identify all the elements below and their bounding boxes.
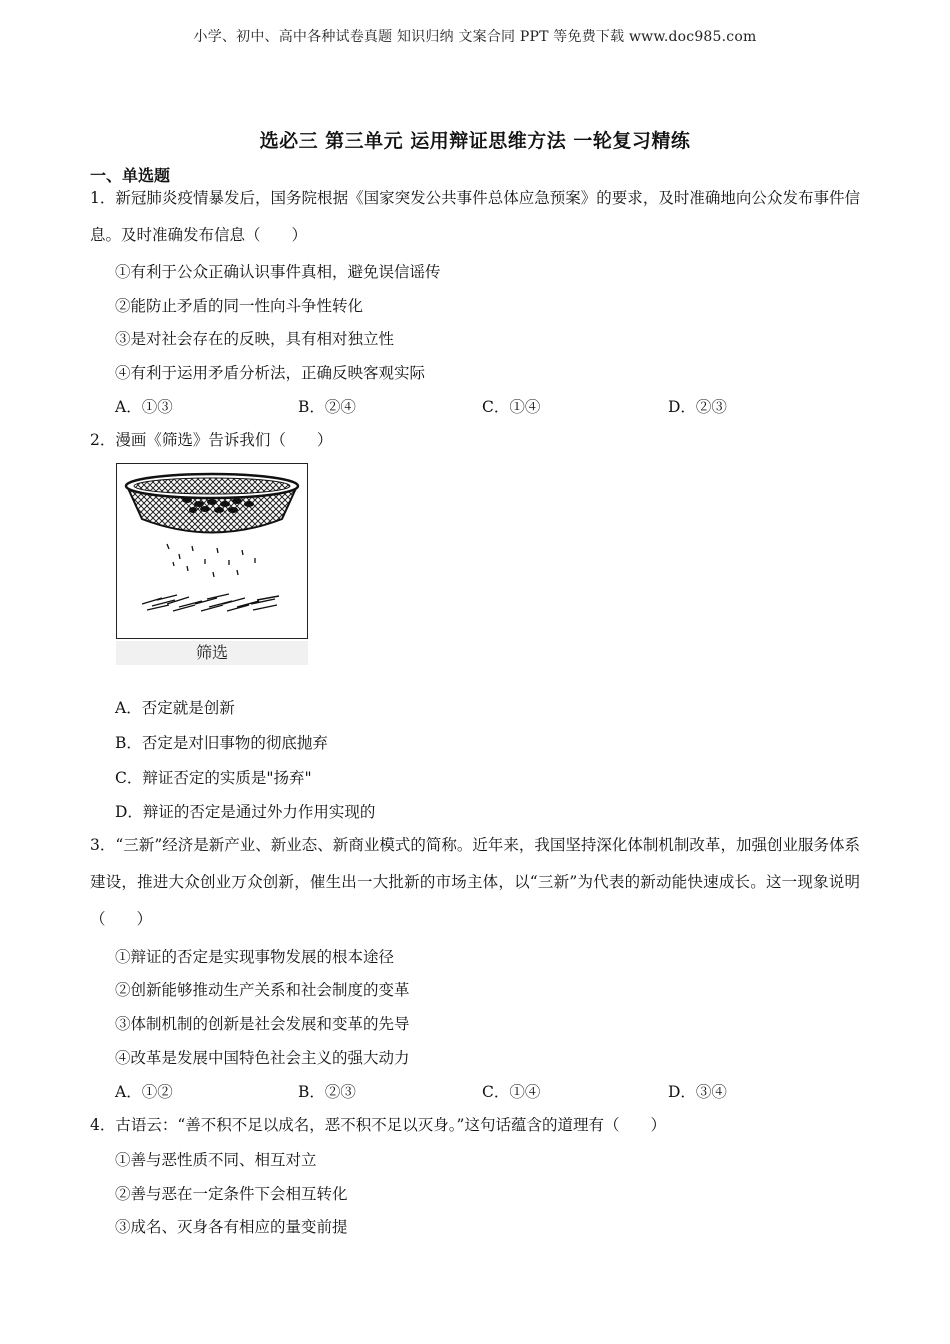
- question-3-stem: 3．“三新”经济是新产业、新业态、新商业模式的简称。近年来，我国坚持深化体制机制改革，加强创业服务体系建设，推进大众创业万众创新，催生出一大批新的市场主体，以“三新”为代表的新动能快速成长。这一现象说明（ ）: [90, 836, 860, 928]
- question-3-choice-a: A．①②: [115, 1083, 173, 1101]
- question-1-item-2: ②能防止矛盾的同一性向斗争性转化: [115, 297, 364, 315]
- question-1-choice-a: A．①③: [115, 398, 173, 416]
- question-4-stem: 4．古语云：“善不积不足以成名，恶不积不足以灭身。”这句话蕴含的道理有（ ）: [90, 1116, 666, 1134]
- question-3-item-3: ③体制机制的创新是社会发展和变革的先导: [115, 1015, 410, 1033]
- question-2-choice-a: A．否定就是创新: [115, 699, 235, 717]
- question-3-choice-d: D．③④: [668, 1083, 727, 1101]
- question-1-choice-b: B．②④: [298, 398, 356, 416]
- question-2-choice-d: D．辩证的否定是通过外力作用实现的: [115, 803, 376, 821]
- question-1-item-4: ④有利于运用矛盾分析法，正确反映客观实际: [115, 364, 426, 382]
- question-3-item-2: ②创新能够推动生产关系和社会制度的变革: [115, 981, 410, 999]
- question-3-choice-c: C．①④: [482, 1083, 541, 1101]
- question-3-choice-b: B．②③: [298, 1083, 356, 1101]
- question-1-choice-d: D．②③: [668, 398, 727, 416]
- question-1-item-1: ①有利于公众正确认识事件真相，避免误信谣传: [115, 263, 441, 281]
- header-watermark: 小学、初中、高中各种试卷真题 知识归纳 文案合同 PPT 等免费下载 www.doc985.com: [193, 29, 757, 45]
- figure-caption: 筛选: [116, 641, 308, 665]
- question-2-choice-b: B．否定是对旧事物的彻底抛弃: [115, 734, 328, 752]
- section-heading: 一、单选题: [90, 166, 171, 185]
- question-1-stem: 1．新冠肺炎疫情暴发后，国务院根据《国家突发公共事件总体应急预案》的要求，及时准确地向公众发布事件信息。及时准确发布信息（ ）: [90, 189, 860, 244]
- question-2-stem: 2．漫画《筛选》告诉我们（ ）: [90, 431, 333, 449]
- sieve-illustration: [117, 464, 307, 638]
- question-3-item-1: ①辩证的否定是实现事物发展的根本途径: [115, 948, 395, 966]
- question-1-choice-c: C．①④: [482, 398, 541, 416]
- sieve-cartoon-image: [116, 463, 308, 639]
- question-4-item-3: ③成名、灭身各有相应的量变前提: [115, 1218, 348, 1236]
- question-1-item-3: ③是对社会存在的反映，具有相对独立性: [115, 330, 395, 348]
- question-2-choice-c: C．辩证否定的实质是"扬弃": [115, 769, 312, 787]
- page-title: 选必三 第三单元 运用辩证思维方法 一轮复习精练: [259, 130, 691, 152]
- question-4-item-2: ②善与恶在一定条件下会相互转化: [115, 1185, 348, 1203]
- question-4-item-1: ①善与恶性质不同、相互对立: [115, 1151, 317, 1169]
- question-3-item-4: ④改革是发展中国特色社会主义的强大动力: [115, 1049, 410, 1067]
